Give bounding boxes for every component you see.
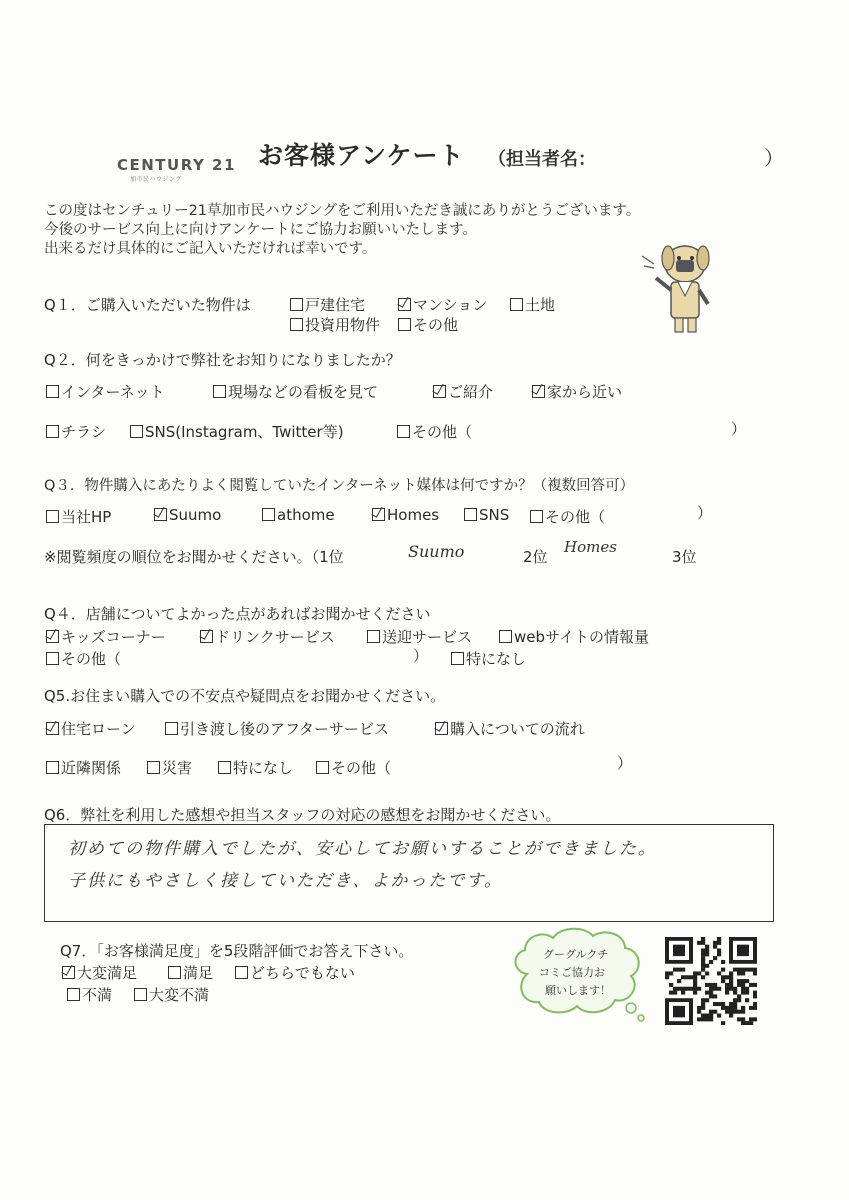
qr-module	[709, 960, 713, 964]
qr-module	[725, 991, 729, 995]
q6-question: Q6．弊社を利用した感想や担当スタッフの対応の感想をお聞かせください。	[44, 806, 561, 824]
qr-module	[689, 987, 693, 991]
cloud-text-line-1: グーグルクチ	[543, 948, 609, 961]
qr-module	[721, 1002, 725, 1006]
qr-module	[709, 991, 713, 995]
qr-module	[677, 987, 681, 991]
q2-option-referral[interactable]: ご紹介	[433, 381, 493, 402]
q5-other-close: ）	[617, 754, 633, 772]
qr-module	[705, 983, 709, 987]
qr-module	[665, 975, 669, 979]
qr-module	[701, 975, 705, 979]
qr-module	[721, 1021, 725, 1025]
q3-question: Q３．物件購入にあたりよく閲覧していたインターネット媒体は何ですか？（複数回答可）	[44, 478, 635, 494]
qr-module	[693, 991, 697, 995]
qr-module	[669, 971, 673, 975]
qr-module	[701, 960, 705, 964]
checkbox-icon[interactable]	[200, 630, 213, 643]
qr-module	[705, 1014, 709, 1018]
qr-module	[705, 945, 709, 949]
checkbox-icon[interactable]	[316, 761, 329, 774]
q5-option-housing-loan[interactable]: 住宅ローン	[46, 718, 136, 739]
qr-module	[745, 979, 749, 983]
checkbox-icon[interactable]	[62, 966, 75, 979]
checkbox-icon[interactable]	[165, 722, 178, 735]
qr-module	[709, 983, 713, 987]
qr-module	[753, 1017, 757, 1021]
q1-option-other[interactable]: その他	[398, 314, 458, 335]
qr-module	[741, 971, 745, 975]
qr-module	[741, 991, 745, 995]
qr-module	[709, 1014, 713, 1018]
qr-module	[717, 1002, 721, 1006]
qr-module	[697, 971, 701, 975]
qr-module	[725, 1010, 729, 1014]
q3-rank3-label: 3位	[672, 548, 697, 566]
q3-other-close: ）	[697, 504, 713, 522]
qr-finder	[673, 945, 685, 956]
qr-module	[729, 987, 733, 991]
qr-module	[753, 971, 757, 975]
qr-module	[681, 975, 685, 979]
q1-option-detached-house[interactable]: 戸建住宅	[290, 294, 365, 315]
qr-module	[717, 941, 721, 945]
qr-module	[701, 1006, 705, 1010]
qr-module	[713, 941, 717, 945]
staff-name-label: （担当者名：	[488, 149, 596, 170]
q2-other-close: ）	[731, 420, 747, 438]
qr-module	[725, 1006, 729, 1010]
qr-module	[693, 975, 697, 979]
qr-module	[733, 991, 737, 995]
qr-module	[705, 952, 709, 956]
qr-module	[725, 975, 729, 979]
checkbox-icon[interactable]	[290, 318, 303, 331]
checkbox-icon[interactable]	[218, 761, 231, 774]
checkbox-icon[interactable]	[530, 510, 543, 523]
checkbox-icon[interactable]	[532, 385, 545, 398]
checkbox-icon[interactable]	[46, 722, 59, 735]
q2-option-other[interactable]: その他（	[397, 421, 472, 442]
q4-option-other[interactable]: その他（	[46, 648, 121, 669]
qr-module	[717, 987, 721, 991]
qr-module	[729, 1002, 733, 1006]
qr-module	[689, 975, 693, 979]
company-logo-name: CENTURY 21	[117, 156, 236, 174]
qr-module	[701, 941, 705, 945]
checkbox-icon[interactable]	[46, 425, 59, 438]
checkbox-icon[interactable]	[46, 652, 59, 665]
q4-other-close: ）	[413, 647, 429, 665]
checkbox-icon[interactable]	[46, 510, 59, 523]
checkbox-icon[interactable]	[464, 508, 477, 521]
q6-answer-line-1: 初めての物件購入でしたが、安心してお願いすることができました。	[68, 839, 657, 859]
q4-option-drink-service[interactable]: ドリンクサービス	[200, 626, 335, 647]
qr-module	[733, 1010, 737, 1014]
qr-module	[701, 1002, 705, 1006]
q5-option-purchase-flow[interactable]: 購入についての流れ	[435, 718, 585, 739]
qr-module	[713, 1002, 717, 1006]
checkbox-icon[interactable]	[398, 318, 411, 331]
qr-module	[717, 971, 721, 975]
checkbox-icon[interactable]	[154, 508, 167, 521]
qr-module	[737, 968, 741, 972]
qr-module	[745, 1021, 749, 1025]
qr-module	[749, 1017, 753, 1021]
qr-module	[721, 968, 725, 972]
checkbox-icon[interactable]	[168, 966, 181, 979]
q2-option-internet[interactable]: インターネット	[46, 381, 165, 402]
q2-option-signboard[interactable]: 現場などの看板を見て	[213, 381, 378, 402]
qr-module	[721, 975, 725, 979]
qr-module	[737, 1017, 741, 1021]
intro-line-1: この度はセンチュリー21草加市民ハウジングをご利用いただき誠にありがとうございます。	[44, 203, 641, 219]
qr-module	[677, 979, 681, 983]
qr-module	[737, 971, 741, 975]
checkbox-icon[interactable]	[499, 630, 512, 643]
q1-question: Q１．ご購入いただいた物件は	[44, 296, 251, 314]
qr-module	[749, 983, 753, 987]
q7-option-very-satisfied[interactable]: 大変満足	[62, 962, 137, 983]
q1-option-mansion[interactable]: マンション	[398, 294, 487, 315]
q2-question: Q２．何をきっかけで弊社をお知りになりましたか？	[44, 351, 401, 369]
q1-option-investment[interactable]: 投資用物件	[290, 314, 380, 335]
qr-module	[701, 1017, 705, 1021]
checkbox-icon[interactable]	[398, 298, 411, 311]
staff-name-close: ）	[764, 146, 784, 170]
qr-module	[717, 952, 721, 956]
checkbox-icon[interactable]	[435, 722, 448, 735]
qr-module	[717, 1014, 721, 1018]
qr-module	[665, 971, 669, 975]
qr-module	[709, 1010, 713, 1014]
qr-module	[745, 968, 749, 972]
review-request-cloud	[505, 924, 650, 1024]
checkbox-icon[interactable]	[46, 630, 59, 643]
qr-module	[733, 1006, 737, 1010]
qr-module	[753, 991, 757, 995]
checkbox-icon[interactable]	[367, 630, 380, 643]
qr-module	[753, 1006, 757, 1010]
qr-module	[717, 937, 721, 941]
qr-module	[713, 1010, 717, 1014]
qr-module	[741, 968, 745, 972]
qr-module	[673, 991, 677, 995]
qr-module	[701, 1014, 705, 1018]
qr-module	[697, 1006, 701, 1010]
q5-option-nothing[interactable]: 特になし	[218, 757, 293, 778]
qr-module	[745, 991, 749, 995]
qr-module	[721, 979, 725, 983]
qr-module	[701, 948, 705, 952]
qr-module	[697, 941, 701, 945]
q2-option-near-home[interactable]: 家から近い	[532, 381, 622, 402]
qr-module	[673, 987, 677, 991]
checkbox-icon[interactable]	[451, 652, 464, 665]
qr-module	[705, 948, 709, 952]
checkbox-icon[interactable]	[213, 385, 226, 398]
qr-module	[697, 1010, 701, 1014]
cloud-text-line-3: 願いします！	[545, 984, 611, 997]
qr-module	[729, 979, 733, 983]
q5-question: Q5.お住まい購入での不安点や疑問点をお聞かせください。	[44, 687, 446, 705]
qr-module	[701, 998, 705, 1002]
q3-option-homes[interactable]: Homes	[372, 506, 439, 524]
qr-module	[733, 968, 737, 972]
qr-module	[701, 952, 705, 956]
qr-module	[733, 987, 737, 991]
qr-module	[753, 983, 757, 987]
qr-finder	[673, 1006, 685, 1017]
q2-option-flyer[interactable]: チラシ	[46, 421, 106, 442]
qr-module	[677, 968, 681, 972]
checkbox-icon[interactable]	[130, 425, 143, 438]
qr-module	[705, 964, 709, 968]
qr-module	[741, 1021, 745, 1025]
qr-module	[737, 998, 741, 1002]
q5-option-after-service[interactable]: 引き渡し後のアフターサービス	[165, 718, 389, 739]
qr-module	[741, 1006, 745, 1010]
qr-module	[721, 1006, 725, 1010]
q5-option-disaster[interactable]: 災害	[147, 757, 192, 778]
qr-module	[737, 1010, 741, 1014]
qr-module	[749, 1006, 753, 1010]
cloud-text-line-2: コミご協力お	[539, 966, 605, 979]
qr-module	[741, 979, 745, 983]
q3-option-suumo[interactable]: Suumo	[154, 506, 221, 524]
qr-module	[741, 983, 745, 987]
qr-module	[705, 1017, 709, 1021]
q3-option-other[interactable]: その他（	[530, 506, 605, 527]
company-logo-subtitle: 加市民ハウジング	[130, 176, 182, 183]
qr-module	[669, 991, 673, 995]
q7-option-neutral[interactable]: どちらでもない	[235, 962, 355, 983]
qr-module	[701, 956, 705, 960]
qr-module	[701, 968, 705, 972]
page-title: お客様アンケート	[258, 141, 465, 170]
intro-line-3: 出来るだけ具体的にご記入いただければ幸いです。	[44, 241, 377, 257]
qr-module	[729, 971, 733, 975]
qr-module	[725, 983, 729, 987]
qr-module	[741, 987, 745, 991]
qr-module	[729, 1014, 733, 1018]
dog-mascot-icon	[640, 238, 730, 338]
q5-option-other[interactable]: その他（	[316, 757, 391, 778]
q3-rank2-label: 2位	[523, 548, 548, 566]
qr-module	[733, 998, 737, 1002]
q3-option-sns[interactable]: SNS	[464, 506, 509, 524]
checkbox-icon[interactable]	[510, 298, 523, 311]
qr-module	[673, 968, 677, 972]
qr-module	[713, 983, 717, 987]
qr-module	[697, 987, 701, 991]
intro-line-2: 今後のサービス向上に向けアンケートにご協力お願いいたします。	[44, 222, 477, 238]
qr-module	[709, 1017, 713, 1021]
qr-module	[721, 960, 725, 964]
qr-code-icon[interactable]	[665, 937, 757, 1025]
q4-option-website-info[interactable]: webサイトの情報量	[499, 626, 649, 647]
checkbox-icon[interactable]	[397, 425, 410, 438]
qr-module	[749, 968, 753, 972]
qr-module	[725, 987, 729, 991]
qr-module	[693, 987, 697, 991]
q4-option-nothing[interactable]: 特になし	[451, 648, 526, 669]
qr-module	[745, 998, 749, 1002]
checkbox-icon[interactable]	[46, 385, 59, 398]
qr-module	[681, 991, 685, 995]
qr-module	[697, 1017, 701, 1021]
qr-module	[737, 979, 741, 983]
q1-option-land[interactable]: 土地	[510, 294, 555, 315]
checkbox-icon[interactable]	[46, 761, 59, 774]
qr-module	[693, 983, 697, 987]
qr-module	[713, 956, 717, 960]
qr-module	[681, 987, 685, 991]
qr-module	[693, 979, 697, 983]
q7-option-very-dissatisfied[interactable]: 大変不満	[134, 984, 209, 1005]
qr-finder	[737, 945, 749, 956]
checkbox-icon[interactable]	[433, 385, 446, 398]
q4-option-shuttle-service[interactable]: 送迎サービス	[367, 626, 472, 647]
qr-module	[729, 975, 733, 979]
qr-module	[709, 987, 713, 991]
q4-option-kids-corner[interactable]: キッズコーナー	[46, 626, 166, 647]
q3-rank2-answer: Homes	[564, 538, 617, 556]
q3-option-company-hp[interactable]: 当社HP	[46, 506, 111, 527]
q2-option-sns[interactable]: SNS(Instagram、Twitter等)	[130, 421, 344, 442]
qr-module	[729, 1006, 733, 1010]
qr-module	[693, 971, 697, 975]
qr-module	[741, 1010, 745, 1014]
qr-module	[685, 987, 689, 991]
qr-module	[669, 983, 673, 987]
qr-module	[713, 994, 717, 998]
q7-question: Q7．「お客様満足度」を5段階評価でお答え下さい。	[60, 942, 414, 960]
qr-module	[753, 994, 757, 998]
qr-module	[713, 987, 717, 991]
checkbox-icon[interactable]	[235, 966, 248, 979]
checkbox-icon[interactable]	[147, 761, 160, 774]
checkbox-icon[interactable]	[262, 508, 275, 521]
checkbox-icon[interactable]	[67, 988, 80, 1001]
checkbox-icon[interactable]	[290, 298, 303, 311]
q7-option-satisfied[interactable]: 満足	[168, 962, 213, 983]
qr-module	[729, 1010, 733, 1014]
qr-module	[737, 994, 741, 998]
qr-module	[685, 975, 689, 979]
qr-module	[741, 1017, 745, 1021]
qr-module	[737, 983, 741, 987]
qr-module	[753, 1002, 757, 1006]
qr-module	[717, 948, 721, 952]
checkbox-icon[interactable]	[134, 988, 147, 1001]
qr-module	[709, 994, 713, 998]
qr-module	[713, 945, 717, 949]
checkbox-icon[interactable]	[372, 508, 385, 521]
q5-option-neighbors[interactable]: 近隣関係	[46, 757, 121, 778]
qr-module	[701, 964, 705, 968]
q6-answer-line-2: 子供にもやさしく接していただき、よかったです。	[68, 871, 503, 891]
q3-option-athome[interactable]: athome	[262, 506, 335, 524]
qr-module	[753, 968, 757, 972]
qr-module	[705, 971, 709, 975]
q7-option-dissatisfied[interactable]: 不満	[67, 984, 112, 1005]
q3-rank-label: ※閲覧頻度の順位をお聞かせください。（1位	[44, 548, 344, 566]
q4-question: Q４．店舗についてよかった点があればお聞かせください	[44, 605, 431, 623]
qr-module	[681, 968, 685, 972]
qr-module	[701, 937, 705, 941]
qr-module	[745, 987, 749, 991]
qr-module	[733, 1002, 737, 1006]
qr-module	[749, 1021, 753, 1025]
qr-module	[705, 991, 709, 995]
qr-module	[705, 998, 709, 1002]
qr-module	[729, 983, 733, 987]
q3-rank1-answer: Suumo	[408, 542, 465, 561]
